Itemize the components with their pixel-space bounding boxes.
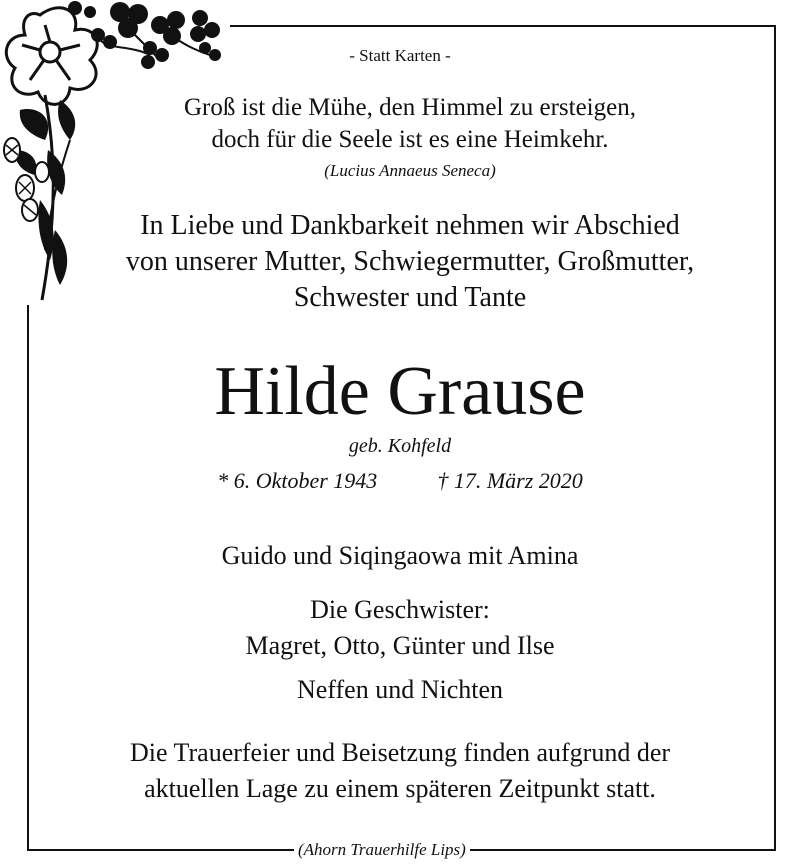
intro-text [0,208,800,316]
intro-line: In Liebe und Dankbarkeit nehmen wir Abschied [140,210,680,241]
quote-line: doch für die Seele ist es eine Heimkehr. [211,126,609,153]
undertaker-credit: (Ahorn Trauerhilfe Lips) [294,840,470,860]
quote [0,92,800,156]
deceased-name: Hilde Grause [214,353,586,430]
quote-line: Groß ist die Mühe, den Himmel zu ersteigen, [184,94,636,121]
mourner-group: Guido und Siqingaowa mit Amina [221,541,579,570]
death-date: † 17. März 2020 [437,468,583,493]
life-dates [0,468,800,494]
statt-karten-label: - Statt Karten - [349,46,451,65]
funeral-notice [0,735,800,807]
quote-author: (Lucius Annaeus Seneca) [324,161,496,180]
intro-line: Schwester und Tante [293,282,527,313]
funeral-line: Die Trauerfeier und Beisetzung finden aufgrund der [129,738,671,767]
birth-name: geb. Kohfeld [348,435,452,457]
mourner-group: Neffen und Nichten [296,675,503,704]
siblings-title: Die Geschwister: [310,595,490,624]
funeral-line: aktuellen Lage zu einem späteren Zeitpunkt statt. [144,774,656,803]
intro-line: von unserer Mutter, Schwiegermutter, Großmutter, [125,246,695,277]
siblings-names: Magret, Otto, Günter und Ilse [245,631,555,660]
birth-date: * 6. Oktober 1943 [217,468,378,493]
mourner-group-siblings [0,592,800,664]
